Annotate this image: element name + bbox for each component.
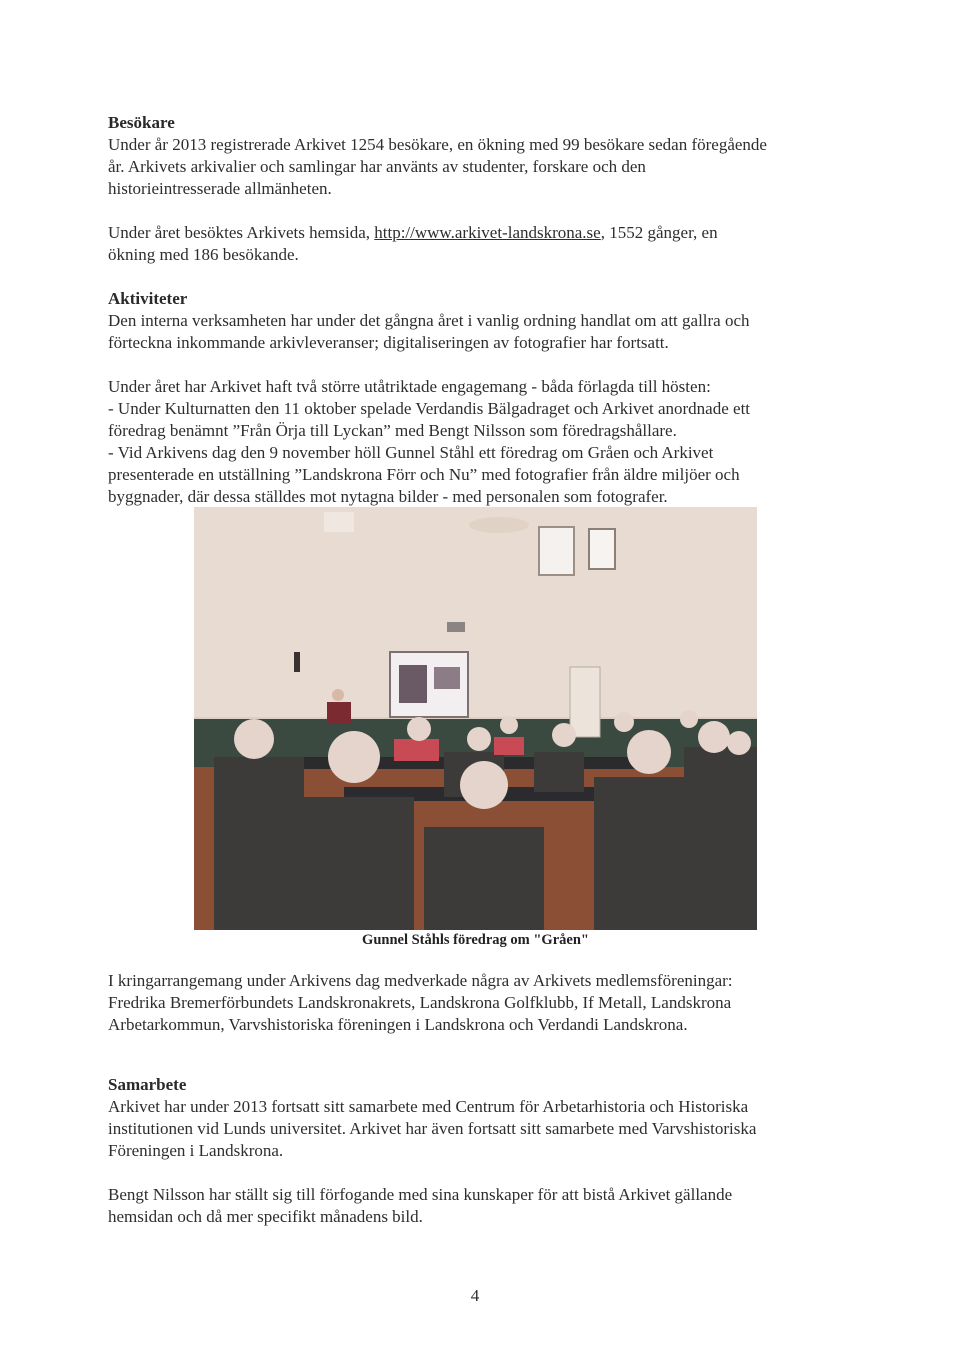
cooperation-line-1: Arkivet har under 2013 fortsatt sitt samarbete med Centrum för Arbetarhistoria och Historiska [108, 1097, 749, 1116]
lecture-photo [194, 507, 757, 930]
visitors-paragraph-1 [108, 134, 848, 200]
photo-caption: Gunnel Ståhls föredrag om "Gråen" [362, 932, 589, 948]
heading-cooperation: Samarbete [108, 1075, 187, 1094]
activities-line-7: presenterade en utställning ”Landskrona Förr och Nu” med fotografier från äldre miljöer och [108, 465, 740, 484]
activities-line-8: byggnader, där dessa ställdes mot nytagna bilder - med personalen som fotografer. [108, 487, 668, 506]
page-number: 4 [470, 1286, 480, 1305]
lower-content [108, 970, 848, 1228]
upper-content [108, 112, 848, 508]
visitors-website-suffix: , 1552 gånger, en [600, 223, 718, 242]
cooperation-line-3: Föreningen i Landskrona. [108, 1141, 284, 1160]
activities-line-3: Under året har Arkivet haft två större utåtriktade engagemang - båda förlagda till hösten: [108, 377, 711, 396]
activities-paragraph-3 [108, 970, 848, 1036]
activities-line-5: föredrag benämnt ”Från Örja till Lyckan” med Bengt Nilsson som föredragshållare. [108, 421, 677, 440]
activities-line-4: - Under Kulturnatten den 11 oktober spelade Verdandis Bälgadraget och Arkivet anordnade ett [108, 399, 751, 418]
activities-line-10: Fredrika Bremerförbundets Landskronakrets, Landskrona Golfklubb, If Metall, Landskrona [108, 993, 732, 1012]
activities-paragraph-1 [108, 310, 848, 354]
activities-line-9: I kringarrangemang under Arkivens dag medverkade några av Arkivets medlemsföreningar: [108, 971, 733, 990]
cooperation-line-5: hemsidan och då mer specifikt månadens bild. [108, 1207, 423, 1226]
heading-activities: Aktiviteter [108, 289, 188, 308]
cooperation-line-4: Bengt Nilsson har ställt sig till förfogande med sina kunskaper för att bistå Arkivet gällande [108, 1185, 733, 1204]
activities-paragraph-2 [108, 376, 848, 508]
visitors-line-3: historieintresserade allmänheten. [108, 179, 332, 198]
cooperation-line-2: institutionen vid Lunds universitet. Arkivet har även fortsatt sitt samarbete med Varvshistoriska [108, 1119, 757, 1138]
visitors-line-1: Under år 2013 registrerade Arkivet 1254 besökare, en ökning med 99 besökare sedan föregående [108, 135, 767, 154]
visitors-line-5: ökning med 186 besökande. [108, 245, 299, 264]
activities-line-6: - Vid Arkivens dag den 9 november höll Gunnel Ståhl ett föredrag om Gråen och Arkivet [108, 443, 714, 462]
activities-line-2: förteckna inkommande arkivleveranser; digitaliseringen av fotografier har fortsatt. [108, 333, 669, 352]
activities-line-11: Arbetarkommun, Varvshistoriska föreningen i Landskrona och Verdandi Landskrona. [108, 1015, 688, 1034]
cooperation-paragraph-1 [108, 1096, 848, 1162]
cooperation-paragraph-2 [108, 1184, 848, 1228]
visitors-paragraph-2 [108, 222, 848, 266]
visitors-line-2: år. Arkivets arkivalier och samlingar har använts av studenter, forskare och den [108, 157, 646, 176]
activities-line-1: Den interna verksamheten har under det gångna året i vanlig ordning handlat om att gallra och [108, 311, 750, 330]
website-link[interactable]: http://www.arkivet-landskrona.se [374, 223, 601, 242]
visitors-website-prefix: Under året besöktes Arkivets hemsida, [108, 223, 375, 242]
heading-visitors: Besökare [108, 113, 175, 132]
